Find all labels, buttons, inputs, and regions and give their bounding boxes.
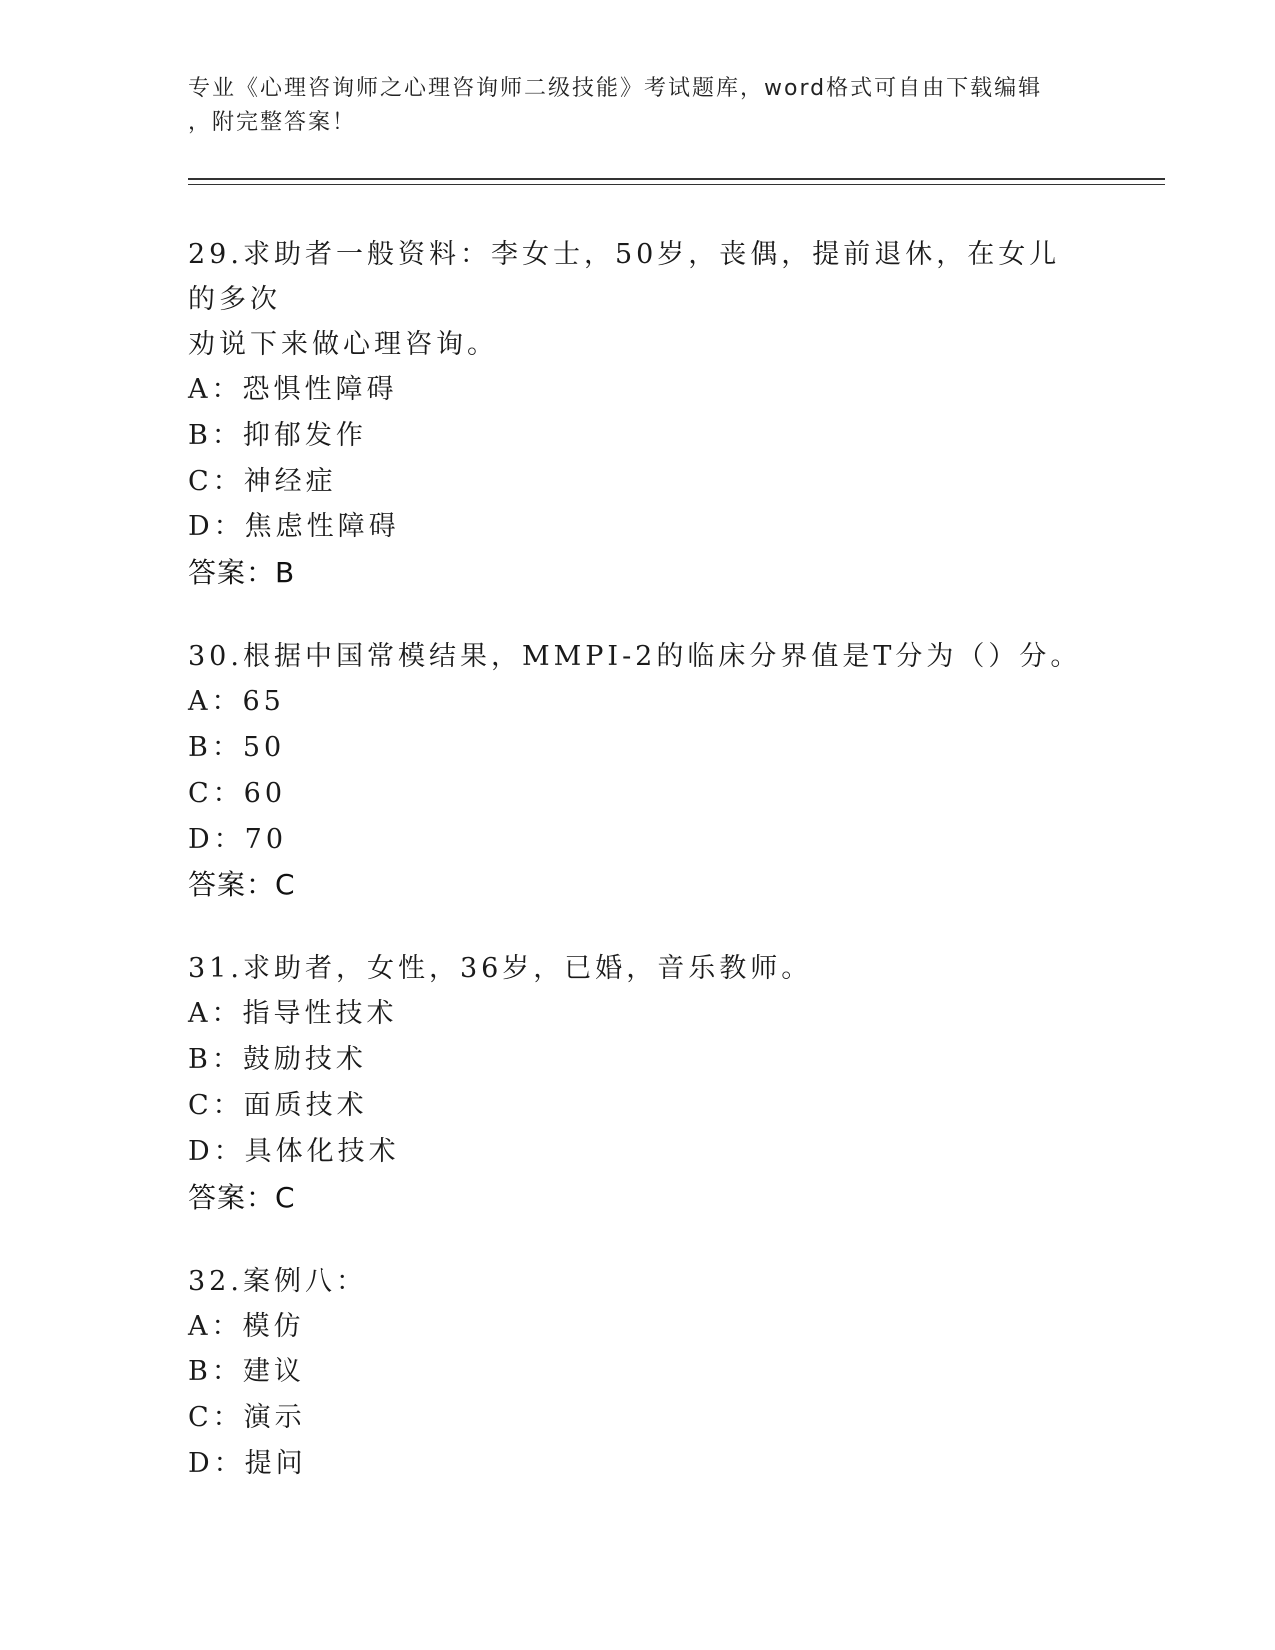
header-line-1: 专业《心理咨询师之心理咨询师二级技能》考试题库，word格式可自由下载编辑	[188, 76, 1043, 101]
question-text-line: 29.求助者一般资料：李女士，50岁，丧偶，提前退休，在女儿的多次	[188, 239, 1061, 315]
question-29	[188, 232, 1088, 596]
option-a: A：恐惧性障碍	[188, 374, 398, 405]
option-d: D：70	[188, 823, 288, 855]
question-list	[188, 232, 1088, 1525]
header-line-2: ，附完整答案！	[188, 110, 357, 135]
document-header	[188, 72, 1088, 140]
option-c: C：60	[188, 777, 287, 809]
question-text-line: 31.求助者，女性，36岁，已婚，音乐教师。	[188, 953, 813, 985]
question-32	[188, 1259, 1088, 1487]
option-b: B：50	[188, 731, 286, 763]
answer-line: 答案：C	[188, 868, 296, 902]
option-a: A：模仿	[188, 1310, 305, 1342]
option-d: D：提问	[188, 1447, 307, 1479]
answer-line: 答案：B	[188, 556, 296, 590]
question-text-line: 32.案例八：	[188, 1265, 367, 1297]
option-b: B：抑郁发作	[188, 419, 367, 451]
question-30	[188, 634, 1088, 908]
option-d: D：具体化技术	[188, 1135, 400, 1167]
header-divider	[188, 178, 1165, 185]
answer-line: 答案：C	[188, 1180, 296, 1214]
option-c: C：面质技术	[188, 1089, 368, 1121]
question-text-line: 劝说下来做心理咨询。	[188, 329, 498, 360]
option-c: C：演示	[188, 1402, 306, 1434]
option-a: A：指导性技术	[188, 998, 398, 1030]
option-a: A：65	[188, 686, 285, 718]
option-d: D：焦虑性障碍	[188, 511, 400, 543]
option-b: B：建议	[188, 1356, 305, 1388]
option-c: C：神经症	[188, 465, 337, 497]
question-text-line: 30.根据中国常模结果，MMPI-2的临床分界值是T分为（）分。	[188, 641, 1082, 673]
question-31	[188, 946, 1088, 1220]
option-b: B：鼓励技术	[188, 1044, 367, 1076]
